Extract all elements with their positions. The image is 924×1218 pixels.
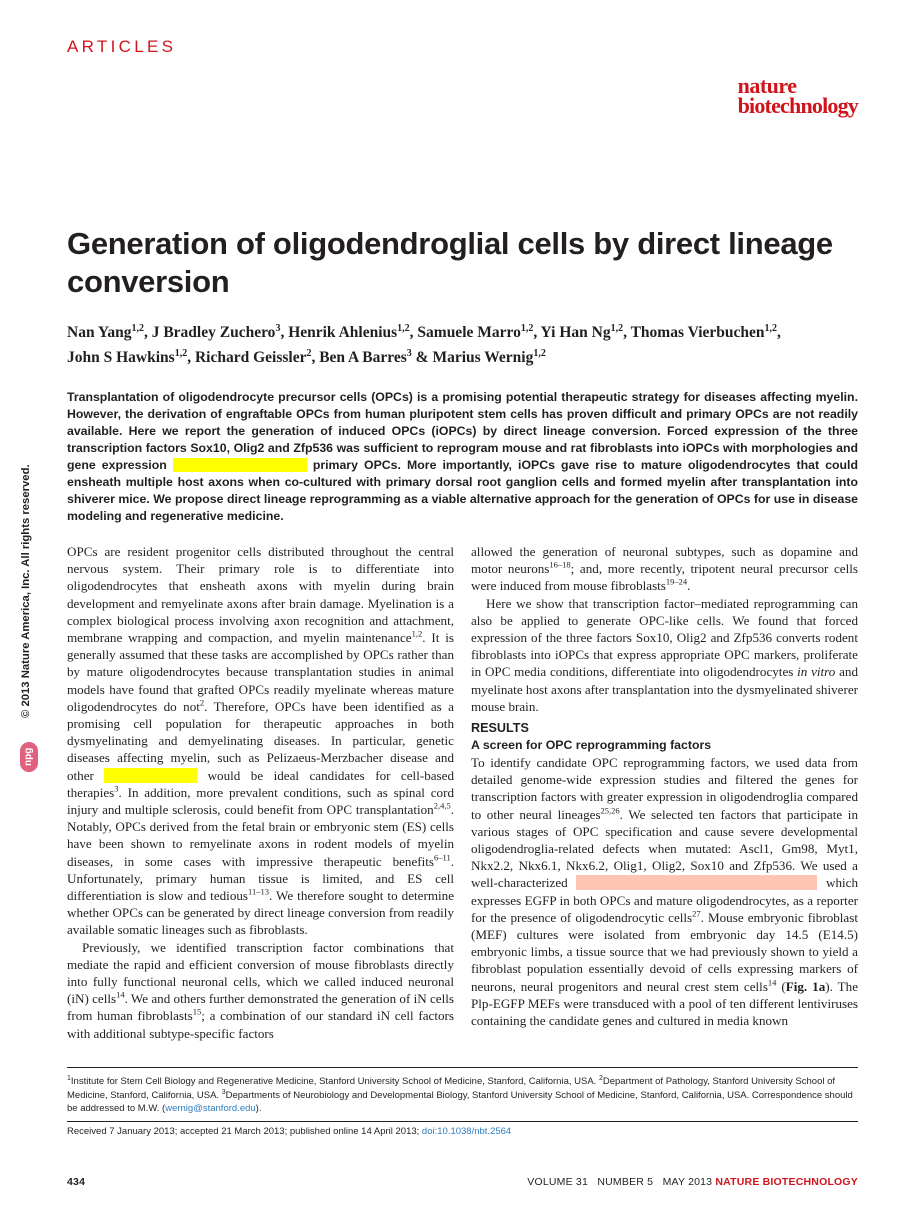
- author-affiliation: 1,2: [764, 323, 778, 334]
- citation: 1,2: [411, 628, 423, 639]
- page-number: 434: [67, 1176, 86, 1188]
- author-name: Samuele Marro: [417, 324, 521, 342]
- highlight-annotation[interactable]: [104, 768, 197, 783]
- author-name: John S Hawkins: [67, 349, 175, 367]
- footnote-text: Department of Pathology, Stanford University School of Medicine, Stanford, California, USA.: [67, 1076, 836, 1101]
- logo-line-1: nature: [737, 73, 797, 98]
- results-heading: RESULTS: [471, 721, 529, 736]
- body-text: ; and, more recently, tripotent neural precursor cells were induced from mouse fibroblasts: [471, 561, 858, 594]
- affiliation-marker: 2: [598, 1074, 603, 1082]
- body-text: which expresses EGFP in both OPCs and mature oligodendrocytes, as a reporter for the presence of oligodendrocytic cells: [471, 875, 859, 925]
- author-name: Thomas Vierbuchen: [630, 324, 765, 342]
- abstract-text: Transplantation of oligodendrocyte precursor cells (OPCs) is a promising potential therapeutic strategy for diseases affecting myelin. However, the derivation of engraftable OPCs from human pluripotent stem cells has proven difficult and primary OPCs are not readily available. Here we report the generation of induced OPCs (iOPCs) by direct lineage conversion. Forced expression of the three transcription factors Sox10, Olig2 and Zfp536 was sufficient to reprogram mouse and rat fibroblasts into iOPCs with morphologies and gene expression: [67, 390, 858, 472]
- body-text: (: [776, 978, 786, 994]
- author-separator: &: [411, 349, 433, 367]
- author-separator: ,: [280, 324, 289, 342]
- citation: 6–11: [434, 852, 451, 863]
- citation: 3: [114, 783, 119, 794]
- author-separator: ,: [409, 324, 418, 342]
- footnote-divider: [67, 1067, 858, 1068]
- author-name: Henrik Ahlenius: [288, 324, 398, 342]
- email-link[interactable]: wernig@stanford.edu: [165, 1103, 256, 1114]
- body-text: Previously, we identified transcription factor combinations that mediate the rapid and efficient conversion of mouse fibroblasts directly into fully functional neuronal cells, which we called induced neuronal (iN) cells: [67, 939, 454, 1007]
- paragraph: [67, 543, 454, 939]
- publication-history: [67, 1125, 858, 1139]
- body-column-left: [67, 543, 454, 1042]
- citation: 2: [199, 697, 205, 708]
- article-title: Generation of oligodendroglial cells by direct lineage conversion: [67, 226, 833, 299]
- body-column-right: [471, 543, 858, 1029]
- author-affiliation: 3: [406, 348, 412, 360]
- author-separator: ,: [623, 324, 631, 342]
- body-text: . Notably, OPCs derived from the fetal brain or embryonic stem (ES) cells have been shown to remyelinate axons in rodent models of myelin diseases, in some cases with impressive therapeutic benefits: [67, 802, 454, 869]
- paragraph: [67, 939, 454, 1042]
- citation: 27: [692, 908, 701, 919]
- body-text: OPCs are resident progenitor cells distributed throughout the central nervous system. Their primary role is to differentiate into oligodendrocytes that ensheath axons with myelin during brain development and remyelinate axons after brain damage. Myelination is a complex biological process involving axon recognition and attachment, membrane wrapping and compaction, and myelin maintenance: [67, 544, 454, 646]
- author-name: J Bradley Zuchero: [151, 324, 276, 342]
- body-text: ). The Plp-EGFP MEFs were transduced with a pool of ten different lentiviruses containing the candidate genes and cultured in media known: [471, 978, 859, 1029]
- affiliations-footnote: [67, 1075, 858, 1116]
- citation: 2,4,5: [433, 800, 451, 811]
- paragraph: [471, 595, 858, 715]
- body-text: . Unfortunately, primary human tissue is limited, and ES cell differentiation is slow and tedious: [67, 853, 454, 904]
- citation: 11–13: [248, 886, 269, 897]
- citation: 14: [116, 989, 125, 1000]
- citation: 25,26: [600, 805, 620, 816]
- author-name: Yi Han Ng: [540, 324, 611, 342]
- logo-line-2: biotechnology: [737, 93, 858, 118]
- npg-badge: [20, 742, 38, 772]
- body-text: . We therefore sought to determine whether OPCs can be generated by direct lineage conversion from readily available somatic lineages such as fibroblasts.: [67, 888, 455, 938]
- author-name: Nan Yang: [67, 324, 132, 342]
- author-affiliation: 1,2: [610, 323, 624, 334]
- body-text: . We and others further demonstrated the generation of iN cells from human fibroblasts: [67, 991, 454, 1024]
- section-label: ARTICLES: [67, 37, 177, 56]
- author-separator: ,: [143, 324, 152, 342]
- author-separator: ,: [533, 324, 541, 342]
- body-text: Here we show that transcription factor–mediated reprogramming can also be applied to generate OPC-like cells. We found that forced expression of the three factors Sox10, Olig2 and Zfp536 converts rodent fibroblasts into iOPCs that express appropriate OPC markers, proliferate in OPC media conditions, differentiate into oligodendrocytes: [471, 595, 858, 680]
- body-text: and myelinate host axons after transplantation into the dysmyelinated shiverer mouse brain.: [471, 664, 858, 714]
- volume-info: VOLUME 31 NUMBER 5 MAY 2013: [527, 1176, 713, 1188]
- body-text: To identify candidate OPC reprogramming factors, we used data from detailed genome-wide expression studies and filtered the genes for transcription factors with greater expression in oligodendroglia compared to other neural lineages: [471, 755, 858, 822]
- footnote-divider: [67, 1121, 858, 1122]
- copyright-notice: © 2013 Nature America, Inc. All rights reserved.: [20, 464, 32, 718]
- author-affiliation: 1,2: [533, 348, 546, 360]
- abstract: [67, 389, 858, 525]
- paragraph: [471, 543, 858, 595]
- citation: 14: [767, 977, 777, 988]
- author-affiliation: 1,2: [131, 323, 144, 334]
- citation: 16–18: [549, 559, 571, 570]
- affiliation-marker: 1: [67, 1074, 71, 1082]
- issue-info: [527, 1176, 858, 1188]
- author-name: Marius Wernig: [432, 349, 534, 367]
- footnote-text: Received 7 January 2013; accepted 21 March 2013; published online 14 April 2013;: [67, 1126, 422, 1137]
- citation: 15: [192, 1007, 202, 1018]
- journal-name: NATURE BIOTECHNOLOGY: [715, 1176, 858, 1188]
- author-separator: ,: [777, 324, 781, 342]
- highlight-annotation[interactable]: [173, 458, 307, 472]
- author-name: Ben A Barres: [319, 349, 407, 367]
- abstract-text: primary OPCs. More importantly, iOPCs gave rise to mature oligodendrocytes that could ensheath multiple host axons when co-cultured with primary dorsal root ganglion cells and formed myelin after transplantation into shiverer mice. We propose direct lineage reprogramming as a viable alternative approach for the generation of OPCs for use in disease modeling and regenerative medicine.: [67, 458, 858, 523]
- author-separator: ,: [311, 349, 320, 367]
- author-name: Richard Geissler: [194, 349, 307, 367]
- subsection-heading: A screen for OPC reprogramming factors: [471, 738, 712, 753]
- body-text: ; a combination of our standard iN cell factors with additional subtype-specific factors: [67, 1008, 454, 1041]
- body-text: .: [687, 578, 691, 594]
- author-affiliation: 1,2: [397, 323, 410, 334]
- citation: 19–24: [665, 577, 688, 588]
- body-text: . Mouse embryonic fibroblast (MEF) cultures were isolated from embryonic day 14.5 (E14.5) embryonic limbs, a tissue source that we had previously shown to yield a fibroblast population essentially devoid of cells expressing markers of neurons, neural progenitors and neural crest stem cells: [471, 909, 858, 994]
- journal-logo: [737, 73, 858, 118]
- author-affiliation: 3: [275, 323, 281, 334]
- author-affiliation: 1,2: [174, 348, 188, 360]
- body-text: . Therefore, OPCs have been identified as a promising cell population for therapeutic approaches in both dysmyelinating and demyelinating diseases. In particular, genetic diseases affecting myelin, such as Pelizaeus-Merzbacher disease and other: [67, 698, 454, 783]
- footnote-text: Institute for Stem Cell Biology and Regenerative Medicine, Stanford University School of Medicine, Stanford, California, USA.: [70, 1076, 599, 1087]
- figure-reference[interactable]: Fig. 1a: [785, 978, 826, 994]
- author-affiliation: 1,2: [520, 323, 534, 334]
- footnote-text: ).: [255, 1103, 262, 1114]
- body-text: . We selected ten factors that participate in various stages of OPC specification and cause severe developmental oligodendroglia-related defects when mutated: Ascl1, Gm98, Myt1, Nkx2.2, Nkx6.1, Nkx6.2, Olig1, Olig2, Sox10 and Zfp536. We used a well-characterized: [471, 806, 858, 891]
- doi-link[interactable]: doi:10.1038/nbt.2564: [421, 1126, 512, 1137]
- body-text: allowed the generation of neuronal subtypes, such as dopamine and motor neurons: [471, 544, 858, 577]
- body-text: would be ideal candidates for cell-based therapies: [67, 767, 455, 800]
- body-text: . It is generally assumed that these tasks are accomplished by OPCs rather than by mature oligodendrocytes because transplantation studies in animal models have found that grafted OPCs readily myelinate whereas mature oligodendrocytes do not: [67, 630, 454, 714]
- affiliation-marker: 3: [221, 1088, 226, 1096]
- author-affiliation: 2: [306, 348, 312, 360]
- highlight-annotation[interactable]: [576, 875, 817, 890]
- author-separator: ,: [187, 349, 195, 367]
- author-list: [67, 318, 867, 368]
- emphasis: in vitro: [797, 664, 836, 680]
- paragraph: [471, 754, 858, 1029]
- footnote-text: Departments of Neurobiology and Developmental Biology, Stanford University School of Medicine, Stanford, California, USA. Correspondence should be addressed to M.W. (: [67, 1089, 853, 1114]
- body-text: . In addition, more prevalent conditions, such as spinal cord injury and multiple sclerosis, could benefit from OPC transplantation: [67, 784, 454, 818]
- npg-badge-label: npg: [23, 747, 34, 766]
